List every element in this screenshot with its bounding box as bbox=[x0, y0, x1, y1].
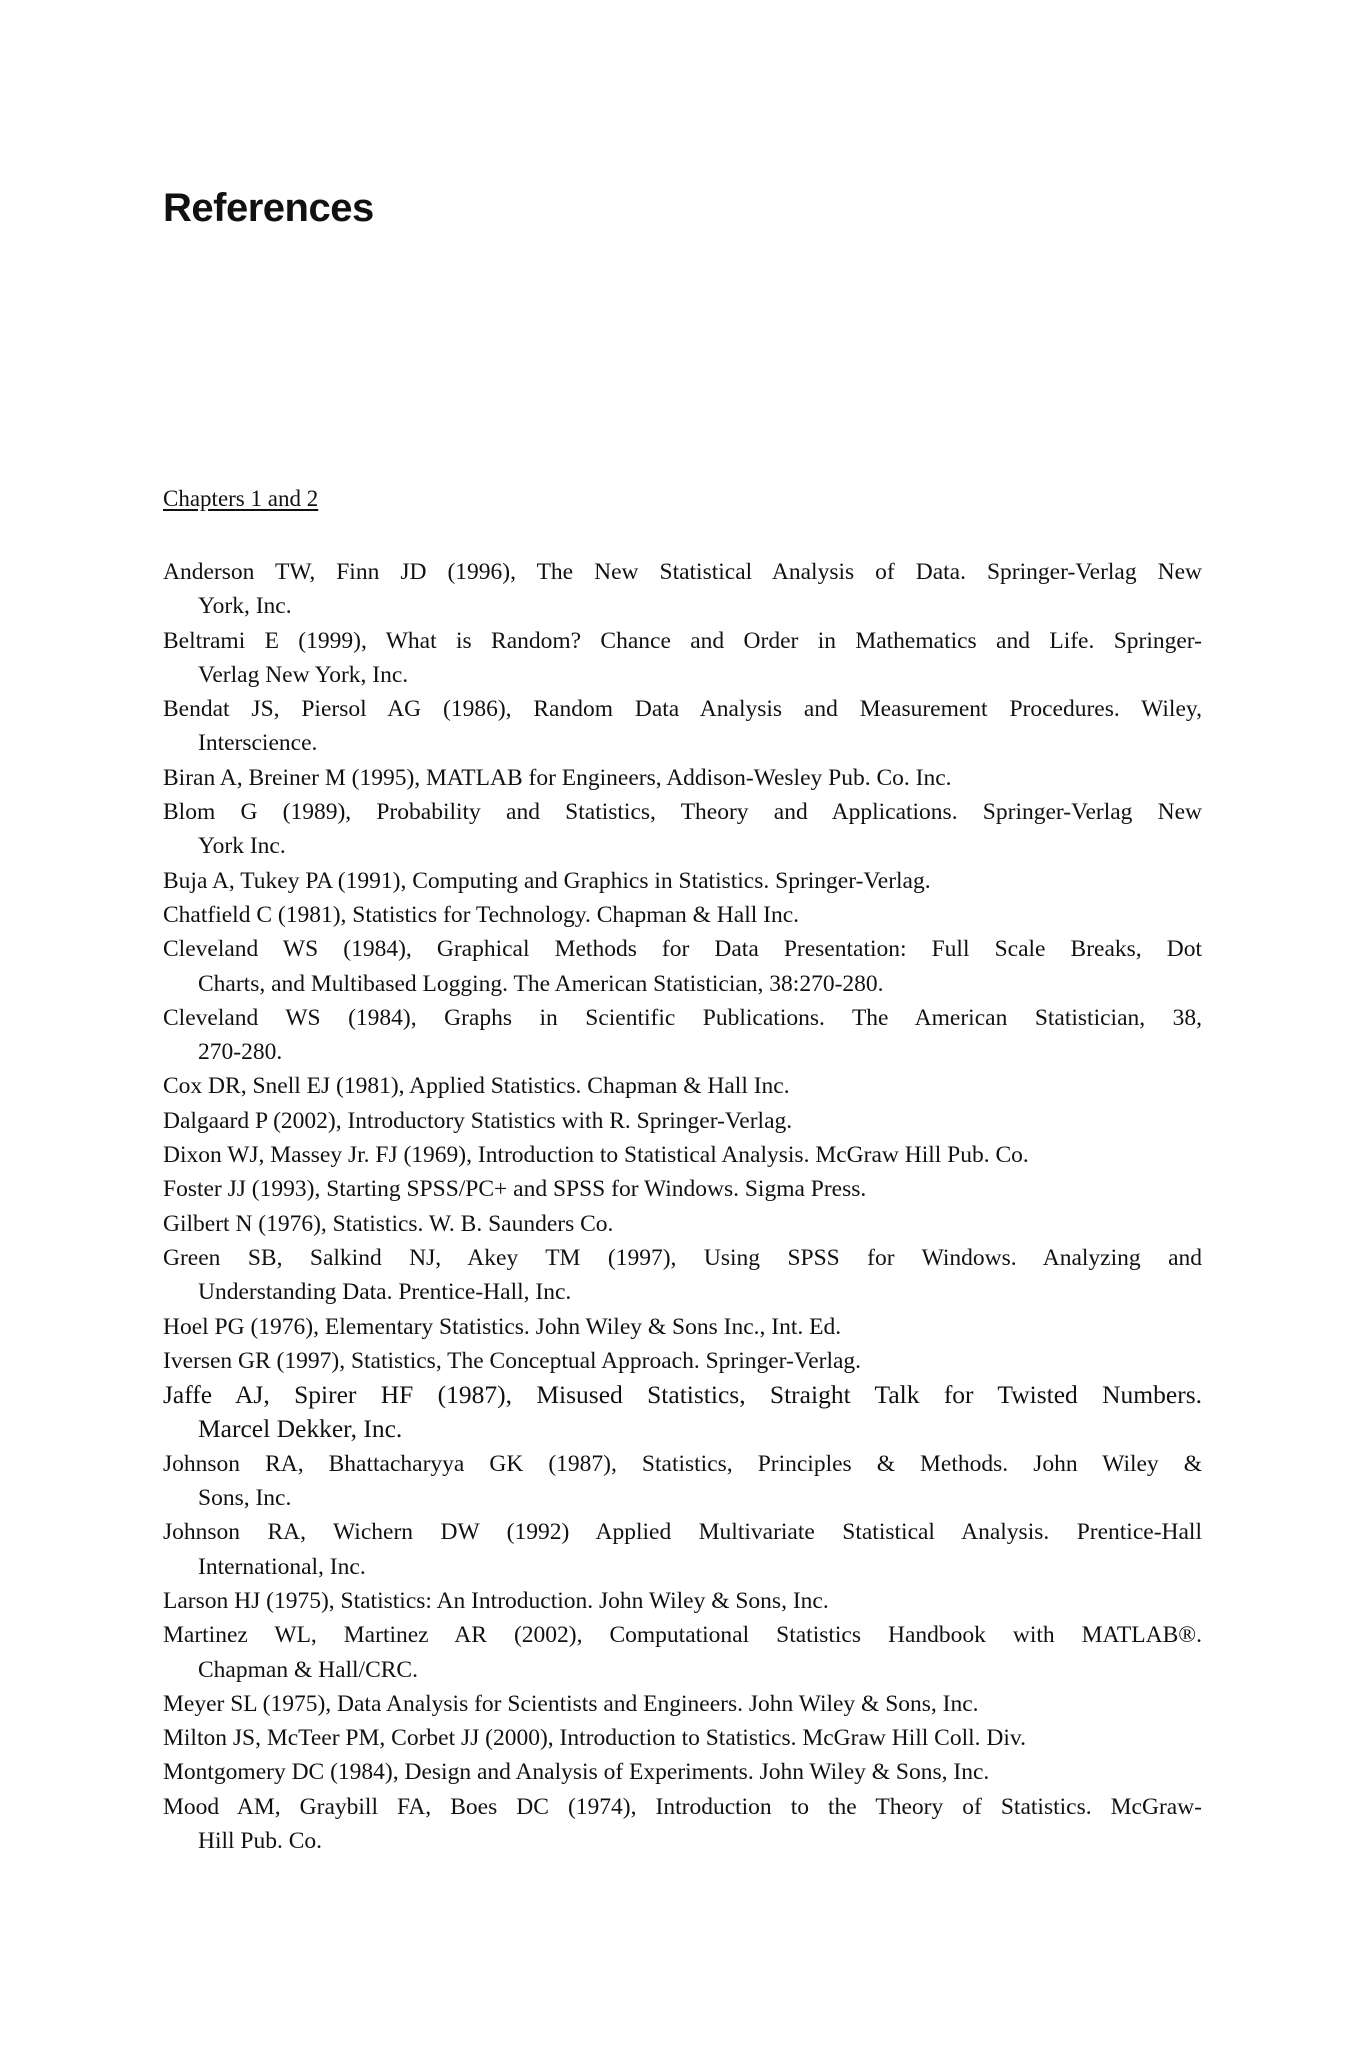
reference-entry bbox=[163, 1755, 1202, 1789]
reference-line: Hoel PG (1976), Elementary Statistics. John Wiley & Sons Inc., Int. Ed. bbox=[163, 1313, 842, 1340]
reference-line: Verlag New York, Inc. bbox=[198, 661, 409, 688]
reference-line: Hill Pub. Co. bbox=[198, 1827, 323, 1854]
reference-entry bbox=[163, 1790, 1202, 1859]
reference-line: Johnson RA, Bhattacharyya GK (1987), Statistics, Principles & Methods. John Wiley & bbox=[163, 1450, 1202, 1477]
reference-entry bbox=[163, 932, 1202, 1001]
reference-line: Milton JS, McTeer PM, Corbet JJ (2000), Introduction to Statistics. McGraw Hill Coll. Div. bbox=[163, 1725, 1027, 1752]
reference-line: Iversen GR (1997), Statistics, The Conceptual Approach. Springer-Verlag. bbox=[163, 1347, 862, 1374]
reference-entry bbox=[163, 1069, 1202, 1103]
reference-line: Green SB, Salkind NJ, Akey TM (1997), Using SPSS for Windows. Analyzing and bbox=[163, 1244, 1202, 1271]
reference-line: Cleveland WS (1984), Graphs in Scientific Publications. The American Statistician, 38, bbox=[163, 1004, 1202, 1031]
reference-entry bbox=[163, 624, 1202, 693]
reference-line: Johnson RA, Wichern DW (1992) Applied Multivariate Statistical Analysis. Prentice-Hall bbox=[163, 1519, 1202, 1546]
reference-line: Dalgaard P (2002), Introductory Statistics with R. Springer-Verlag. bbox=[163, 1107, 793, 1134]
reference-line: Buja A, Tukey PA (1991), Computing and Graphics in Statistics. Springer-Verlag. bbox=[163, 867, 931, 894]
reference-entry bbox=[163, 1241, 1202, 1310]
reference-line: Meyer SL (1975), Data Analysis for Scientists and Engineers. John Wiley & Sons, Inc. bbox=[163, 1690, 979, 1717]
section-heading: Chapters 1 and 2 bbox=[163, 486, 319, 511]
reference-line: Interscience. bbox=[198, 730, 318, 757]
reference-line: Anderson TW, Finn JD (1996), The New Statistical Analysis of Data. Springer-Verlag New bbox=[163, 559, 1202, 585]
reference-line: Montgomery DC (1984), Design and Analysis of Experiments. John Wiley & Sons, Inc. bbox=[163, 1759, 990, 1786]
reference-line: Foster JJ (1993), Starting SPSS/PC+ and SPSS for Windows. Sigma Press. bbox=[163, 1176, 867, 1203]
reference-line: Sons, Inc. bbox=[198, 1485, 292, 1512]
reference-entry bbox=[163, 1447, 1202, 1516]
reference-line: Cleveland WS (1984), Graphical Methods for Data Presentation: Full Scale Breaks, Dot bbox=[163, 936, 1202, 963]
reference-line: Larson HJ (1975), Statistics: An Introduction. John Wiley & Sons, Inc. bbox=[163, 1587, 829, 1614]
reference-line: York, Inc. bbox=[198, 593, 292, 620]
reference-line: York Inc. bbox=[198, 833, 286, 860]
reference-entry bbox=[163, 761, 1202, 795]
reference-entry bbox=[163, 1515, 1202, 1584]
reference-entry bbox=[163, 1207, 1202, 1241]
reference-line: Beltrami E (1999), What is Random? Chance and Order in Mathematics and Life. Springer- bbox=[163, 627, 1202, 654]
reference-entry bbox=[163, 555, 1202, 624]
reference-entry bbox=[163, 1138, 1202, 1172]
reference-entry bbox=[163, 692, 1202, 761]
reference-entry bbox=[163, 1001, 1202, 1070]
reference-line: 270-280. bbox=[198, 1039, 283, 1066]
reference-list bbox=[163, 555, 1202, 1858]
reference-line: Chatfield C (1981), Statistics for Technology. Chapman & Hall Inc. bbox=[163, 901, 800, 928]
reference-line: Jaffe AJ, Spirer HF (1987), Misused Statistics, Straight Talk for Twisted Numbers. bbox=[163, 1380, 1202, 1410]
reference-line: Chapman & Hall/CRC. bbox=[198, 1656, 418, 1683]
reference-entry bbox=[163, 1310, 1202, 1344]
reference-entry bbox=[163, 1378, 1202, 1447]
reference-line: Martinez WL, Martinez AR (2002), Computational Statistics Handbook with MATLAB®. bbox=[163, 1622, 1202, 1649]
reference-entry bbox=[163, 1172, 1202, 1206]
reference-entry bbox=[163, 1584, 1202, 1618]
reference-entry bbox=[163, 1618, 1202, 1687]
reference-entry bbox=[163, 1344, 1202, 1378]
reference-line: Understanding Data. Prentice-Hall, Inc. bbox=[198, 1279, 572, 1306]
reference-line: Marcel Dekker, Inc. bbox=[198, 1414, 403, 1444]
reference-line: Biran A, Breiner M (1995), MATLAB for Engineers, Addison-Wesley Pub. Co. Inc. bbox=[163, 764, 952, 791]
reference-entry bbox=[163, 864, 1202, 898]
reference-line: Charts, and Multibased Logging. The American Statistician, 38:270-280. bbox=[198, 970, 884, 997]
reference-entry bbox=[163, 795, 1202, 864]
reference-entry bbox=[163, 1104, 1202, 1138]
reference-entry bbox=[163, 1687, 1202, 1721]
reference-entry bbox=[163, 898, 1202, 932]
reference-line: Gilbert N (1976), Statistics. W. B. Saunders Co. bbox=[163, 1210, 614, 1237]
reference-line: Mood AM, Graybill FA, Boes DC (1974), Introduction to the Theory of Statistics. McGraw- bbox=[163, 1793, 1202, 1820]
reference-line: International, Inc. bbox=[198, 1553, 366, 1580]
reference-entry bbox=[163, 1721, 1202, 1755]
reference-line: Bendat JS, Piersol AG (1986), Random Data Analysis and Measurement Procedures. Wiley, bbox=[163, 696, 1202, 723]
reference-line: Dixon WJ, Massey Jr. FJ (1969), Introduction to Statistical Analysis. McGraw Hill Pub. Co. bbox=[163, 1142, 1029, 1169]
reference-line: Blom G (1989), Probability and Statistics, Theory and Applications. Springer-Verlag New bbox=[163, 799, 1202, 826]
reference-line: Cox DR, Snell EJ (1981), Applied Statistics. Chapman & Hall Inc. bbox=[163, 1073, 790, 1100]
page-title: References bbox=[163, 186, 374, 230]
